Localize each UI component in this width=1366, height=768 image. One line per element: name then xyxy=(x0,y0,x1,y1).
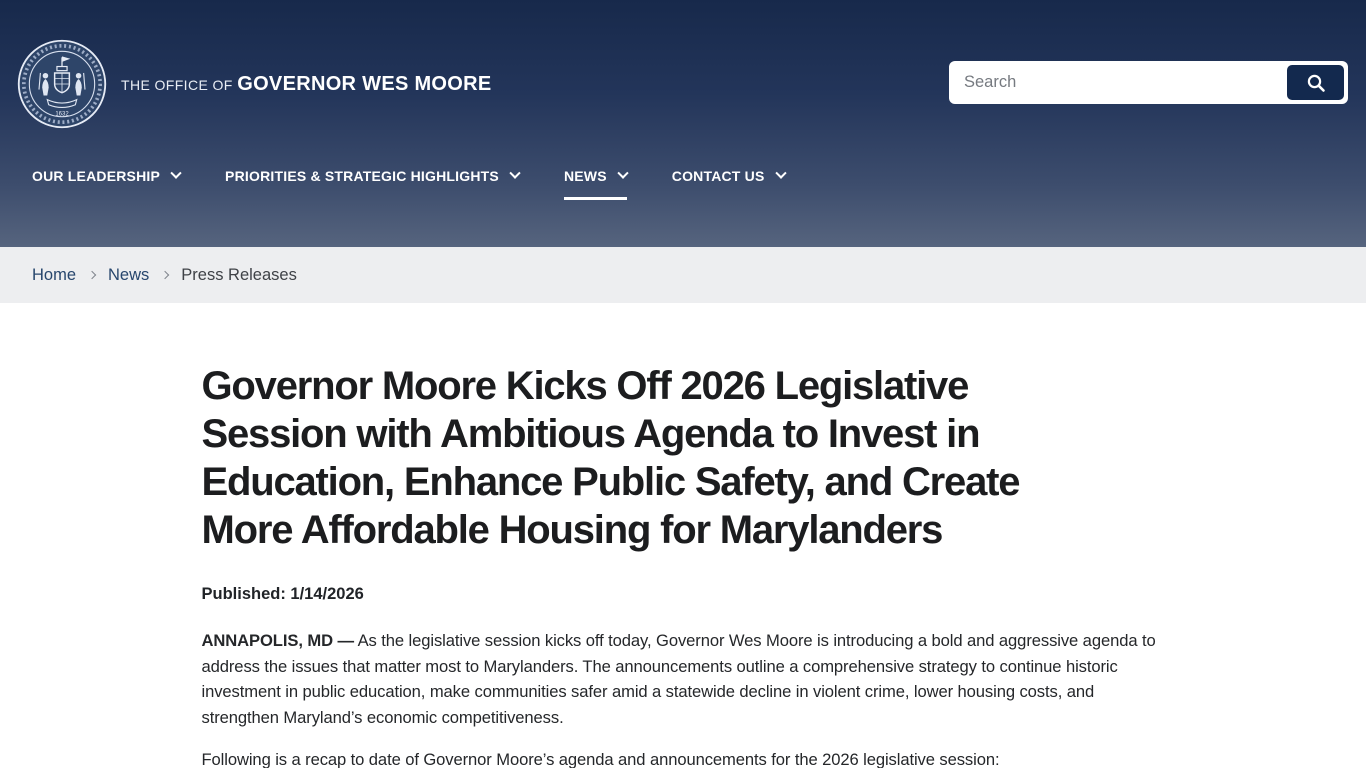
nav-item-our-leadership[interactable] xyxy=(32,168,180,200)
nav-item-label: NEWS xyxy=(563,168,607,184)
page-title-line: More Affordable Housing for Marylanders xyxy=(201,508,943,552)
page-title xyxy=(202,362,1165,554)
seal-year-label: 1632 xyxy=(55,111,69,118)
chevron-down-icon xyxy=(775,168,786,179)
site-title xyxy=(121,73,492,96)
search-bar xyxy=(949,61,1348,104)
site-logo-link[interactable] xyxy=(16,38,492,130)
maryland-seal-icon xyxy=(16,38,108,130)
paragraph-text: As the legislative session kicks off today, Governor Wes Moore is introducing a bold and aggressive agenda to address the issues that matter most to Marylanders. The announcements outline a comprehensive strategy to continue historic investment in public education, make communities safer amid a statewide decline in violent crime, lower housing costs, and strengthen Maryland’s economic competitiveness. xyxy=(201,631,1156,727)
nav-item-priorities-strategic-highlights[interactable] xyxy=(225,168,519,200)
chevron-down-icon xyxy=(170,168,181,179)
main-nav xyxy=(0,168,1366,200)
dateline: ANNAPOLIS, MD — xyxy=(201,631,354,650)
site-title-line2: GOVERNOR WES MOORE xyxy=(237,72,492,95)
chevron-right-icon xyxy=(161,271,169,279)
breadcrumb-link-news[interactable]: News xyxy=(108,265,150,284)
breadcrumb-link-home[interactable]: Home xyxy=(32,265,77,284)
page-title-line: Education, Enhance Public Safety, and Create xyxy=(201,460,1020,504)
page-title-line: Governor Moore Kicks Off 2026 Legislative xyxy=(201,364,969,408)
article-paragraph: Following is a recap to date of Governor Moore’s agenda and announcements for the 2026 legislative session: xyxy=(201,750,1000,768)
site-title-line1: THE OFFICE OF xyxy=(121,76,233,93)
chevron-right-icon xyxy=(88,271,96,279)
article-paragraph xyxy=(202,628,1165,730)
search-button[interactable] xyxy=(1287,65,1344,100)
search-input[interactable] xyxy=(949,61,1278,104)
page-title-line: Session with Ambitious Agenda to Invest in xyxy=(201,412,980,456)
search-icon xyxy=(1305,72,1327,94)
nav-item-label: OUR LEADERSHIP xyxy=(32,168,161,184)
breadcrumb-current-page: Press Releases xyxy=(181,265,297,284)
published-date: Published: 1/14/2026 xyxy=(201,585,364,603)
nav-item-contact-us[interactable] xyxy=(672,168,785,200)
chevron-down-icon xyxy=(509,168,520,179)
nav-item-label: PRIORITIES & STRATEGIC HIGHLIGHTS xyxy=(225,168,499,184)
site-header xyxy=(0,0,1366,247)
nav-item-news[interactable] xyxy=(564,168,627,200)
nav-item-label: CONTACT US xyxy=(671,168,765,184)
breadcrumb xyxy=(0,247,1366,303)
article-content xyxy=(202,303,1165,768)
chevron-down-icon xyxy=(617,168,628,179)
